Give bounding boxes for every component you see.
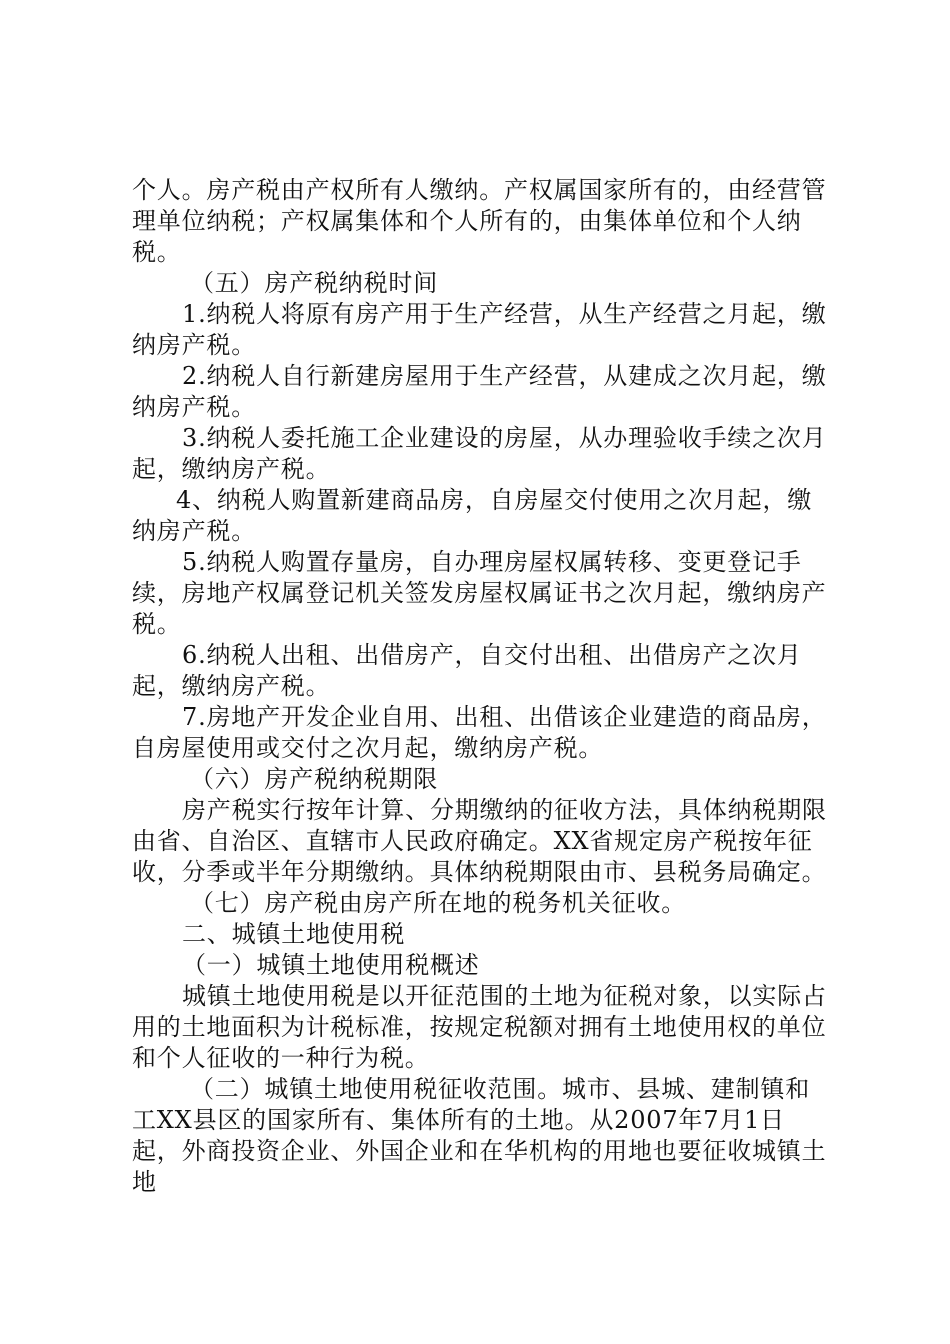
paragraph-item-7: 7.房地产开发企业自用、出租、出借该企业建造的商品房，自房屋使用或交付之次月起，缴纳房产税。 [132, 703, 827, 762]
heading-tax-authority: （七）房产税由房产所在地的税务机关征收。 [190, 889, 686, 917]
paragraph-item-1: 1.纳税人将原有房产用于生产经营，从生产经营之月起，缴纳房产税。 [132, 300, 827, 359]
paragraph-item-4: 4、纳税人购置新建商品房，自房屋交付使用之次月起，缴纳房产税。 [132, 486, 813, 545]
paragraph-tax-period: 房产税实行按年计算、分期缴纳的征收方法，具体纳税期限由省、自治区、直辖市人民政府确定。XX省规定房产税按年征收，分季或半年分期缴纳。具体纳税期限由市、县税务局确定。 [132, 796, 827, 886]
paragraph-ownership: 个人。房产税由产权所有人缴纳。产权属国家所有的，由经营管理单位纳税；产权属集体和个人所有的，由集体单位和个人纳税。 [132, 176, 827, 266]
paragraph-item-2: 2.纳税人自行新建房屋用于生产经营，从建成之次月起，缴纳房产税。 [132, 362, 827, 421]
paragraph-land-tax-scope: （二）城镇土地使用税征收范围。城市、县城、建制镇和工XX县区的国家所有、集体所有的土地。从2007年7月1日起，外商投资企业、外国企业和在华机构的用地也要征收城镇土地 [132, 1075, 827, 1196]
document-body [132, 175, 832, 1198]
section-heading-land-tax: 二、城镇土地使用税 [182, 920, 406, 948]
heading-tax-time: （五）房产税纳税时间 [190, 269, 438, 297]
paragraph-item-3: 3.纳税人委托施工企业建设的房屋，从办理验收手续之次月起，缴纳房产税。 [132, 424, 827, 483]
paragraph-item-5: 5.纳税人购置存量房，自办理房屋权属转移、变更登记手续，房地产权属登记机关签发房屋权属证书之次月起，缴纳房产税。 [132, 548, 827, 638]
paragraph-land-tax-overview: 城镇土地使用税是以开征范围的土地为征税对象，以实际占用的土地面积为计税标准，按规定税额对拥有土地使用权的单位和个人征收的一种行为税。 [132, 982, 827, 1072]
heading-tax-period: （六）房产税纳税期限 [190, 765, 438, 793]
heading-land-tax-overview: （一）城镇土地使用税概述 [182, 951, 480, 979]
paragraph-item-6: 6.纳税人出租、出借房产，自交付出租、出借房产之次月起，缴纳房产税。 [132, 641, 802, 700]
